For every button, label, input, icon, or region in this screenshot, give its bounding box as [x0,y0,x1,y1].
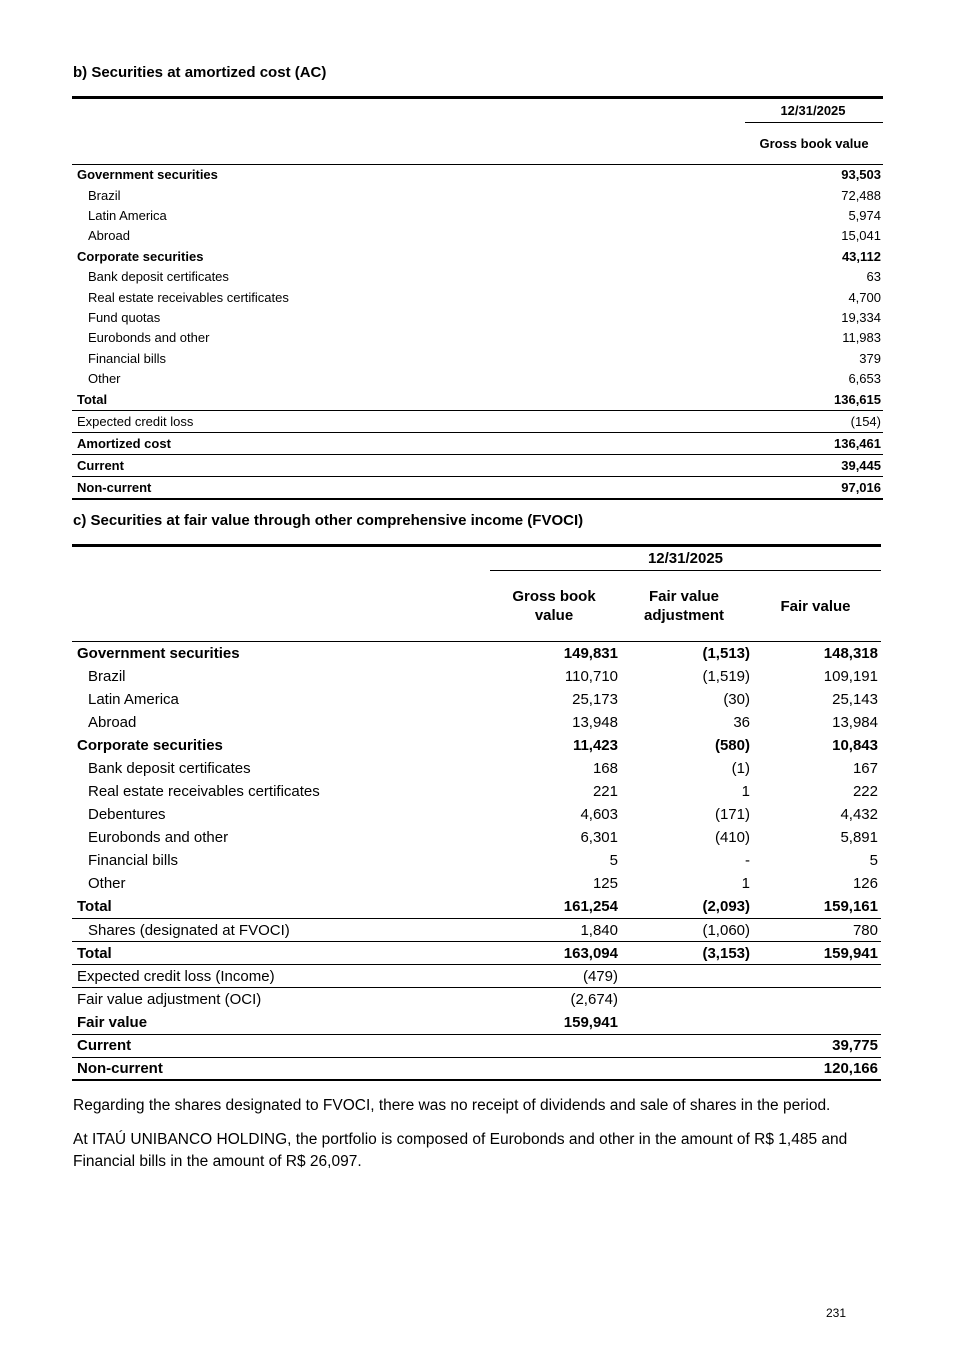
table-row [72,246,883,266]
row-label: Bank deposit certificates [88,760,251,778]
date-header: 12/31/2025 [745,98,883,123]
table-row [72,433,883,455]
table-row [72,965,881,988]
row-value: 222 [852,783,878,801]
row-label: Non-current [72,1057,490,1080]
row-value: 25,173 [572,690,618,708]
row-value: (1,513) [702,644,750,662]
row-value: 168 [592,760,618,778]
table-row [72,665,881,688]
row-value: 11,983 [842,330,881,346]
row-label: Shares (designated at FVOCI) [72,919,490,942]
row-value [490,1057,618,1080]
table-row [72,872,881,895]
row-value: 1 [741,783,750,801]
row-value: 10,843 [832,736,878,754]
row-value: 221 [592,783,618,801]
row-label: Corporate securities [77,248,204,264]
row-value: 6,653 [848,371,881,387]
row-label: Latin America [88,690,179,708]
row-label: Bank deposit certificates [88,269,229,285]
row-label: Real estate receivables certificates [88,783,320,801]
row-value: (1,519) [702,667,750,685]
row-label: Non-current [72,477,745,499]
table-row [72,780,881,803]
row-label: Debentures [88,806,166,824]
row-value: (479) [490,965,618,988]
table-row [72,205,883,225]
row-value: 63 [866,269,881,285]
row-value: 93,503 [841,167,881,183]
row-value: 43,112 [841,248,881,264]
row-label: Government securities [77,167,218,183]
table-row [72,266,883,286]
row-value: 136,615 [834,392,881,408]
row-label: Abroad [88,713,137,731]
row-value [750,1011,881,1034]
row-value [490,1034,618,1057]
date-header: 12/31/2025 [490,546,881,571]
row-value [618,1011,750,1034]
note-portfolio: At ITAÚ UNIBANCO HOLDING, the portfolio is composed of Eurobonds and other in the amount of R$ 1,485 and Financial bills in the amount of R$ 26,097. [73,1131,848,1170]
row-value: 163,094 [490,942,618,965]
row-value: 159,941 [750,942,881,965]
fvoci-table [72,544,881,1081]
row-value: (580) [714,736,750,754]
row-value [618,1057,750,1080]
row-value: 36 [733,713,750,731]
row-value: 379 [859,350,881,366]
row-label: Fair value [77,1013,148,1031]
amortized-cost-table [72,96,883,500]
row-value: 13,948 [572,713,618,731]
row-value: 4,700 [848,289,881,305]
row-value: 25,143 [832,690,878,708]
row-value: (2,674) [490,988,618,1011]
table-row [72,896,881,919]
row-value: 148,318 [823,644,878,662]
row-label: Brazil [88,667,126,685]
row-value: 4,603 [580,806,618,824]
page-number: 231 [826,1306,847,1320]
table-row [72,348,883,368]
row-label: Fund quotas [88,309,161,325]
table-row [72,826,881,849]
table-row [72,849,881,872]
row-value: (3,153) [618,942,750,965]
col-header-fair-value-adjustment: Fair value adjustment [618,571,750,642]
row-value: 126 [852,875,878,893]
row-label: Total [72,942,490,965]
row-value: 167 [852,760,878,778]
row-value: 72,488 [841,187,881,203]
row-value: (1,060) [618,919,750,942]
row-value: 120,166 [750,1057,881,1080]
row-value: 161,254 [563,898,618,916]
row-label: Corporate securities [77,736,223,754]
col-header-gross-book-value: Gross book value [490,571,618,642]
row-value: 19,334 [841,309,881,325]
row-value [750,988,881,1011]
table-row [72,226,883,246]
table-row [72,1011,881,1034]
table-row [72,1057,881,1080]
section-c-title: c) Securities at fair value through other comprehensive income (FVOCI) [73,512,584,529]
table-row [72,411,883,433]
table-row [72,1034,881,1057]
table-row [72,711,881,734]
row-value: (171) [714,806,750,824]
row-value: 159,941 [563,1013,618,1031]
row-value: 6,301 [580,829,618,847]
row-value: (410) [714,829,750,847]
row-value: 4,432 [840,806,878,824]
row-value [618,988,750,1011]
row-value: 15,041 [841,228,881,244]
row-value: 5,974 [848,207,881,223]
table-row [72,328,883,348]
row-value: 97,016 [745,477,883,499]
table-row [72,307,883,327]
col-header: Gross book value [745,123,883,165]
table-row [72,942,881,965]
row-label: Government securities [77,644,240,662]
row-label: Eurobonds and other [88,829,229,847]
table-row [72,688,881,711]
table-row [72,988,881,1011]
table-row [72,185,883,205]
row-label: Amortized cost [72,433,745,455]
row-value: 13,984 [832,713,878,731]
row-value: 780 [750,919,881,942]
row-value: 1,840 [490,919,618,942]
note-dividends: Regarding the shares designated to FVOCI, there was no receipt of dividends and sale of shares in the period. [73,1097,831,1114]
row-label: Financial bills [88,852,179,870]
row-label: Total [77,392,108,408]
row-value: 136,461 [745,433,883,455]
row-value: 125 [592,875,618,893]
row-value: (30) [723,690,750,708]
row-value: 159,161 [823,898,878,916]
row-label: Expected credit loss (Income) [72,965,490,988]
row-value: 149,831 [563,644,618,662]
row-label: Latin America [88,207,167,223]
row-label: Other [88,371,121,387]
row-label: Financial bills [88,350,167,366]
row-value: 11,423 [572,736,618,754]
row-value: 5 [609,852,618,870]
row-value [618,965,750,988]
row-value: 39,445 [745,455,883,477]
col-header-fair-value: Fair value [750,571,881,642]
row-label: Total [77,898,112,916]
table-row [72,477,883,499]
row-value: 39,775 [750,1034,881,1057]
row-value: (154) [745,411,883,433]
row-label: Expected credit loss [72,411,745,433]
row-label: Fair value adjustment (OCI) [72,988,490,1011]
table-row [72,919,881,942]
row-label: Real estate receivables certificates [88,289,289,305]
row-value: 110,710 [564,667,618,685]
row-label: Current [72,455,745,477]
row-label: Eurobonds and other [88,330,210,346]
section-b-title: b) Securities at amortized cost (AC) [73,64,327,81]
table-row [72,389,883,411]
row-value: (1) [731,760,750,778]
table-row [72,368,883,388]
row-value: 5 [869,852,878,870]
table-row [72,642,881,665]
row-value: 5,891 [840,829,878,847]
row-value: 1 [741,875,750,893]
table-row [72,165,883,185]
row-value: - [745,852,750,870]
row-label: Other [88,875,126,893]
row-label: Brazil [88,187,121,203]
row-value [618,1034,750,1057]
row-value: 109,191 [823,667,878,685]
table-row [72,455,883,477]
table-row [72,734,881,757]
row-label: Current [72,1034,490,1057]
table-row [72,287,883,307]
row-value [750,965,881,988]
row-value: (2,093) [702,898,750,916]
table-row [72,757,881,780]
row-label: Abroad [88,228,130,244]
table-row [72,803,881,826]
